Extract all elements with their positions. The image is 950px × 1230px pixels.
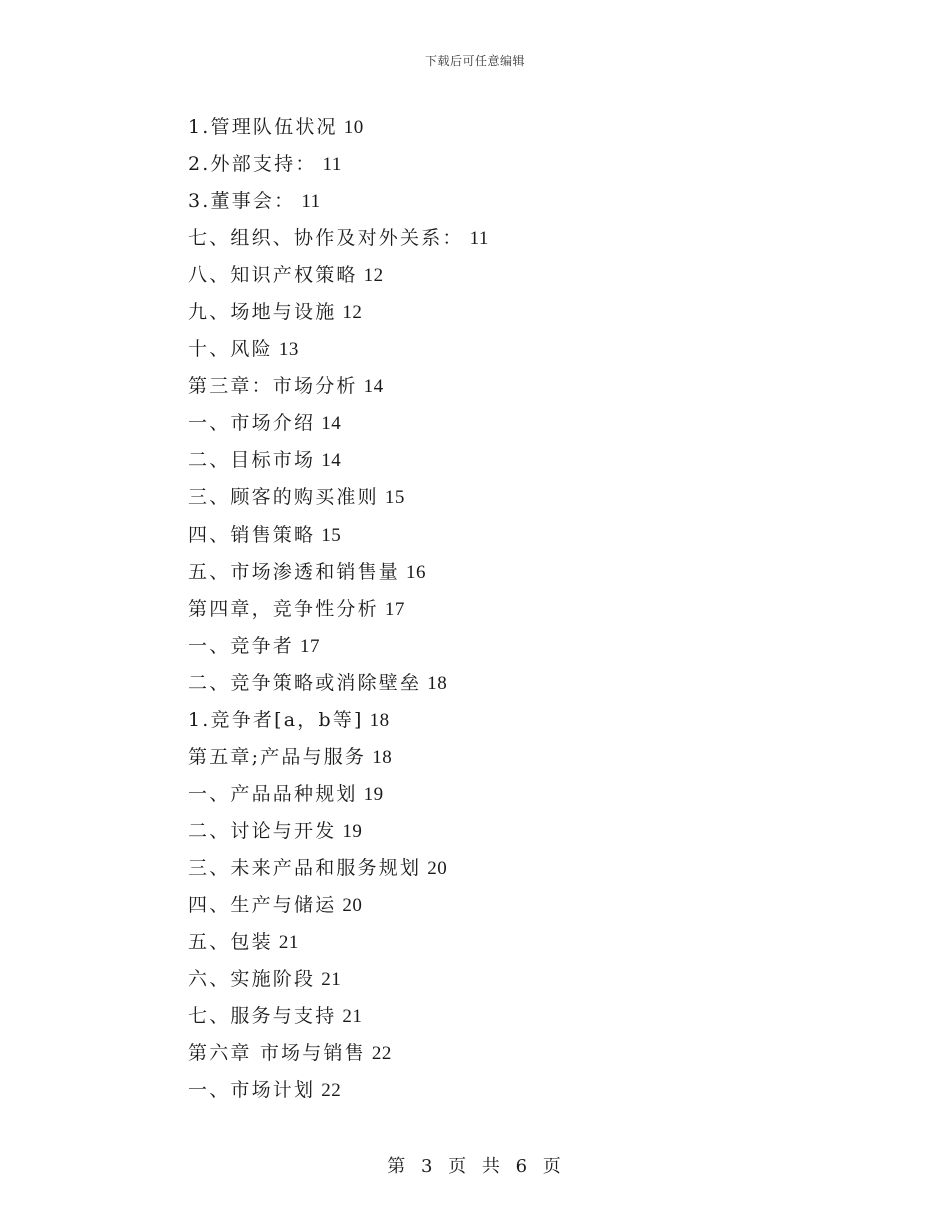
toc-entry-title: 六、实施阶段 xyxy=(188,968,316,991)
toc-entry-page-number: 12 xyxy=(363,265,384,287)
toc-entry-page-number: 20 xyxy=(342,894,363,916)
toc-entry-title: 三、未来产品和服务规划 xyxy=(188,856,422,879)
toc-entry-title: 一、市场计划 xyxy=(188,1079,316,1102)
toc-entry-page-number: 21 xyxy=(278,932,299,954)
toc-entry-title: 第四章，竞争性分析 xyxy=(188,597,379,620)
toc-entry-page-number: 19 xyxy=(363,783,384,805)
toc-entry-title: 第六章 市场与销售 xyxy=(188,1042,366,1065)
page-header: 下载后可任意编辑 xyxy=(424,54,525,68)
toc-entry-page-number: 20 xyxy=(427,857,448,879)
toc-entry-title: 五、包装 xyxy=(188,931,273,954)
toc-entry xyxy=(188,776,808,813)
toc-entry-page-number: 12 xyxy=(342,302,363,324)
toc-entry-title: 3.董事会： xyxy=(188,190,296,213)
toc-entry-title: 七、组织、协作及对外关系： xyxy=(188,227,464,250)
toc-entry xyxy=(188,479,808,516)
toc-entry xyxy=(188,183,808,220)
toc-entry xyxy=(188,998,808,1035)
toc-entry xyxy=(188,702,808,739)
toc-entry-title: 二、竞争策略或消除壁垒 xyxy=(188,671,422,694)
toc-entry-title: 四、生产与储运 xyxy=(188,893,337,916)
toc-entry xyxy=(188,591,808,628)
toc-entry-page-number: 10 xyxy=(343,117,364,138)
toc-entry xyxy=(188,1072,808,1109)
footer-current-page: 3 xyxy=(420,1156,435,1177)
toc-entry-title: 第五章;产品与服务 xyxy=(188,745,367,768)
toc-entry-page-number: 18 xyxy=(369,709,390,731)
toc-entry-page-number: 11 xyxy=(301,191,321,213)
toc-entry xyxy=(188,405,808,442)
toc-entry-page-number: 21 xyxy=(342,1006,363,1028)
footer-prefix: 第 xyxy=(387,1156,408,1177)
toc-entry xyxy=(188,442,808,479)
toc-entry xyxy=(188,146,808,183)
toc-entry-title: 五、市场渗透和销售量 xyxy=(188,560,401,583)
toc-entry-title: 四、销售策略 xyxy=(188,523,316,546)
toc-entry xyxy=(188,739,808,776)
footer-page-word: 页 xyxy=(448,1156,469,1177)
toc-entry-page-number: 17 xyxy=(384,598,405,620)
toc-entry xyxy=(188,331,808,368)
toc-entry-page-number: 14 xyxy=(363,376,384,398)
toc-entry-title: 一、产品品种规划 xyxy=(188,782,358,805)
toc-entry-page-number: 16 xyxy=(406,561,427,583)
toc-entry-title: 十、风险 xyxy=(188,338,273,361)
toc-entry xyxy=(188,109,808,146)
toc-entry-page-number: 18 xyxy=(427,672,448,694)
toc-entry-page-number: 11 xyxy=(322,154,342,176)
toc-entry-page-number: 19 xyxy=(342,820,363,842)
toc-entry-title: 1.竞争者[a，b等] xyxy=(188,708,364,731)
toc-entry-title: 2.外部支持： xyxy=(188,153,317,176)
toc-entry-title: 八、知识产权策略 xyxy=(188,264,358,287)
toc-entry-title: 三、顾客的购买准则 xyxy=(188,486,379,509)
table-of-contents xyxy=(188,109,808,1109)
toc-entry xyxy=(188,294,808,331)
toc-entry xyxy=(188,1035,808,1072)
toc-entry-title: 九、场地与设施 xyxy=(188,301,337,324)
toc-entry-title: 一、市场介绍 xyxy=(188,412,316,435)
toc-entry xyxy=(188,887,808,924)
toc-entry-page-number: 11 xyxy=(469,228,489,250)
toc-entry xyxy=(188,628,808,665)
toc-entry-page-number: 21 xyxy=(321,969,342,991)
toc-entry-page-number: 14 xyxy=(321,413,342,435)
toc-entry-page-number: 15 xyxy=(384,487,405,509)
footer-total-prefix: 共 xyxy=(481,1156,502,1177)
toc-entry-page-number: 13 xyxy=(278,339,299,361)
toc-entry xyxy=(188,665,808,702)
toc-entry-title: 二、目标市场 xyxy=(188,449,316,472)
toc-entry xyxy=(188,220,808,257)
toc-entry xyxy=(188,554,808,591)
toc-entry xyxy=(188,850,808,887)
toc-entry-page-number: 18 xyxy=(372,746,393,768)
toc-entry-page-number: 17 xyxy=(300,635,321,657)
footer-total-word: 页 xyxy=(542,1156,563,1177)
toc-entry xyxy=(188,813,808,850)
toc-entry-title: 1.管理队伍状况 xyxy=(188,116,338,138)
footer-total-pages: 6 xyxy=(515,1156,530,1177)
toc-entry xyxy=(188,517,808,554)
toc-entry xyxy=(188,257,808,294)
toc-entry xyxy=(188,924,808,961)
toc-entry-title: 二、讨论与开发 xyxy=(188,819,337,842)
toc-entry xyxy=(188,368,808,405)
toc-entry-page-number: 22 xyxy=(321,1080,342,1102)
toc-entry-title: 第三章：市场分析 xyxy=(188,375,358,398)
toc-entry xyxy=(188,961,808,998)
toc-entry-page-number: 22 xyxy=(371,1043,392,1065)
toc-entry-title: 七、服务与支持 xyxy=(188,1005,337,1028)
toc-entry-title: 一、竞争者 xyxy=(188,634,295,657)
toc-entry-page-number: 15 xyxy=(321,524,342,546)
page-footer xyxy=(0,1152,950,1178)
toc-entry-page-number: 14 xyxy=(321,450,342,472)
